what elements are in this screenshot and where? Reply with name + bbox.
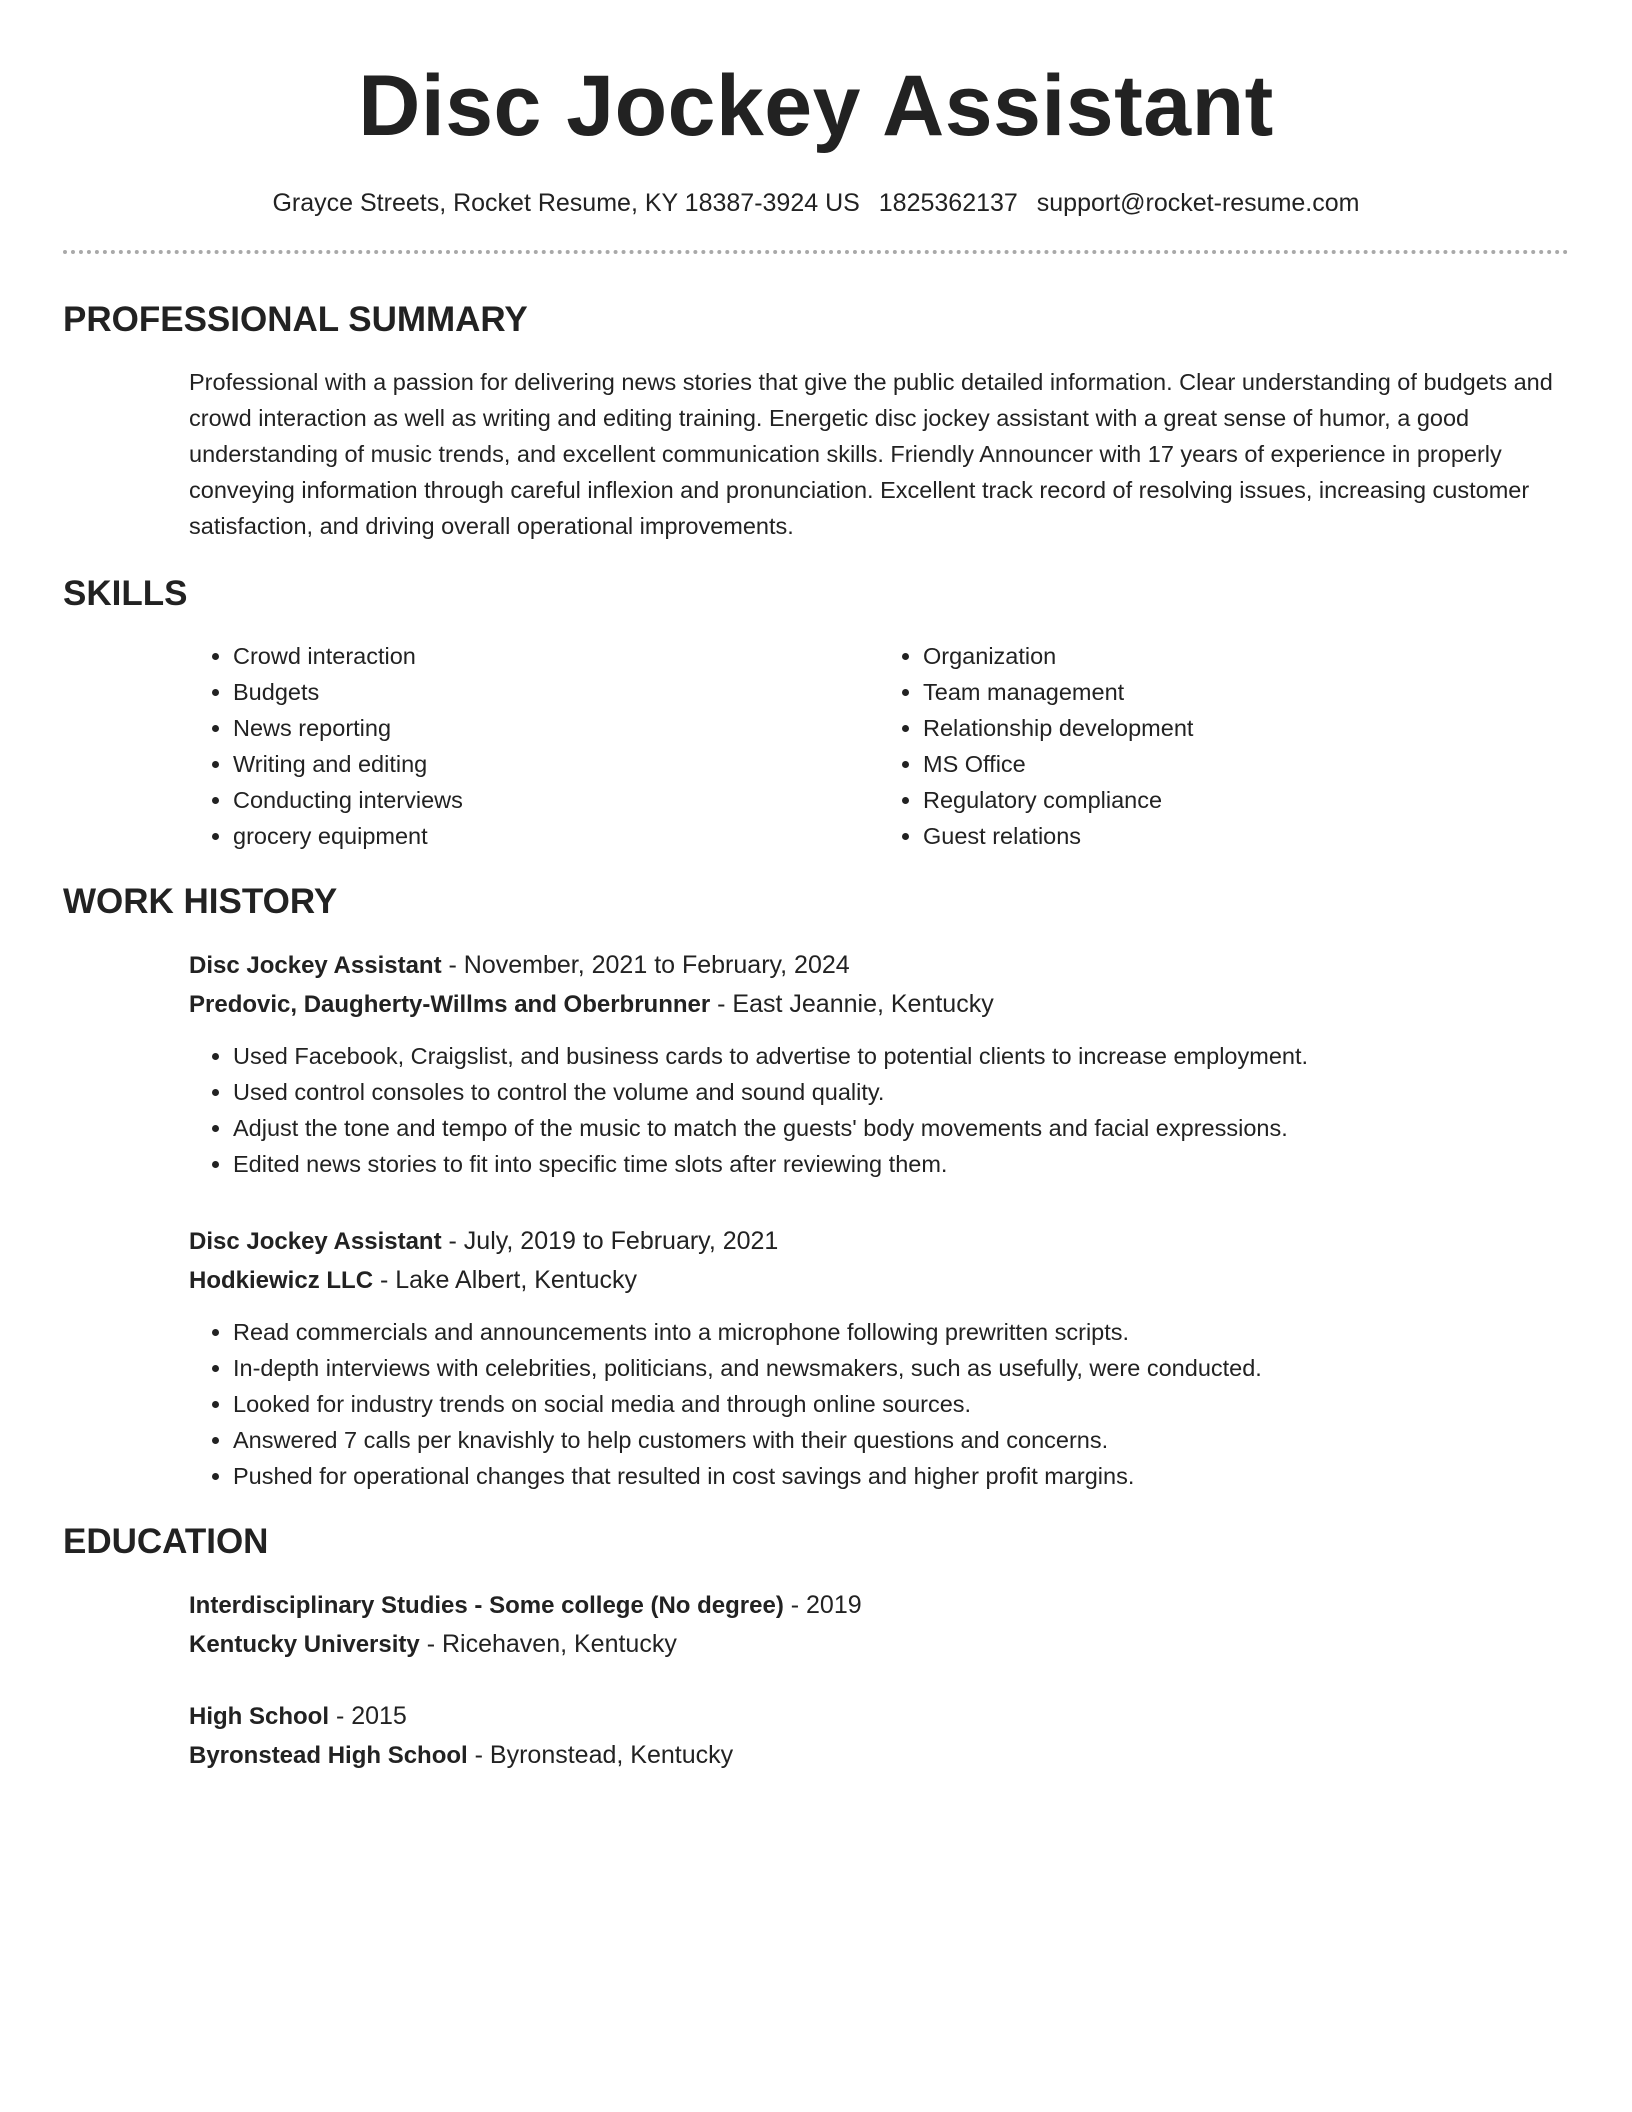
skill-item: • Conducting interviews: [233, 782, 879, 818]
edu-location: - Byronstead, Kentucky: [467, 1741, 734, 1769]
job-title-line: [189, 946, 1569, 985]
job-bullet: • Edited news stories to fit into specific time slots after reviewing them.: [233, 1146, 1569, 1182]
edu-school-line: [189, 1625, 1569, 1664]
skill-item: • Organization: [923, 638, 1569, 674]
skill-item: • Team management: [923, 674, 1569, 710]
job-role: Disc Jockey Assistant: [189, 1228, 442, 1255]
address: Grayce Streets, Rocket Resume, KY 18387-3924 US: [272, 189, 860, 217]
edu-school: Byronstead High School: [189, 1742, 468, 1769]
edu-degree-line: [189, 1697, 1569, 1736]
job-bullet: • Adjust the tone and tempo of the music to match the guests' body movements and facial expressions.: [233, 1110, 1569, 1146]
job-dates: - November, 2021 to February, 2024: [441, 951, 850, 979]
job-entry: [189, 946, 1569, 1182]
job-role: Disc Jockey Assistant: [189, 952, 442, 979]
edu-school-line: [189, 1736, 1569, 1775]
job-bullets: [189, 1038, 1569, 1182]
job-title-line: [189, 1222, 1569, 1261]
skill-item: • grocery equipment: [233, 818, 879, 854]
job-bullet: • Answered 7 calls per knavishly to help customers with their questions and concerns.: [233, 1422, 1569, 1458]
job-bullet: • Looked for industry trends on social media and through online sources.: [233, 1386, 1569, 1422]
job-bullet: • Used Facebook, Craigslist, and business cards to advertise to potential clients to increase employment.: [233, 1038, 1569, 1074]
skills-list-left: [189, 638, 879, 854]
job-entry: [189, 1222, 1569, 1494]
contact-line: [63, 186, 1569, 220]
job-location: - Lake Albert, Kentucky: [373, 1266, 638, 1294]
skill-item: • Regulatory compliance: [923, 782, 1569, 818]
edu-school: Kentucky University: [189, 1631, 420, 1658]
education-section: [63, 1520, 1569, 1775]
header-divider: [63, 250, 1569, 254]
skill-item: • MS Office: [923, 746, 1569, 782]
edu-location: - Ricehaven, Kentucky: [419, 1630, 677, 1658]
skill-item: • Crowd interaction: [233, 638, 879, 674]
edu-year: - 2015: [329, 1702, 407, 1730]
skill-item: • Budgets: [233, 674, 879, 710]
edu-degree: High School: [189, 1703, 329, 1730]
phone: 1825362137: [878, 189, 1018, 217]
skills-section: [63, 572, 1569, 854]
edu-year: - 2019: [783, 1591, 862, 1619]
skills-heading: SKILLS: [63, 574, 188, 613]
skills-list-right: [879, 638, 1569, 854]
edu-degree-line: [189, 1586, 1569, 1625]
job-company-line: [189, 985, 1569, 1024]
work-history-heading: WORK HISTORY: [63, 882, 338, 921]
job-company: Hodkiewicz LLC: [189, 1267, 374, 1294]
job-bullet: • In-depth interviews with celebrities, politicians, and newsmakers, such as usefully, were conducted.: [233, 1350, 1569, 1386]
skill-item: • Guest relations: [923, 818, 1569, 854]
job-bullet: • Used control consoles to control the volume and sound quality.: [233, 1074, 1569, 1110]
work-history-section: [63, 880, 1569, 1494]
skills-grid: [189, 638, 1569, 854]
skill-item: • Writing and editing: [233, 746, 879, 782]
job-location: - East Jeannie, Kentucky: [710, 990, 994, 1018]
candidate-name: Disc Jockey Assistant: [358, 58, 1274, 154]
education-heading: EDUCATION: [63, 1522, 269, 1561]
job-company-line: [189, 1261, 1569, 1300]
job-bullets: [189, 1314, 1569, 1494]
email-link[interactable]: support@rocket-resume.com: [1036, 189, 1360, 217]
skill-item: • Relationship development: [923, 710, 1569, 746]
job-bullet: • Pushed for operational changes that resulted in cost savings and higher profit margins.: [233, 1458, 1569, 1494]
education-entry: [189, 1697, 1569, 1775]
job-bullet: • Read commercials and announcements into a microphone following prewritten scripts.: [233, 1314, 1569, 1350]
education-entry: [189, 1586, 1569, 1664]
summary-section: [63, 298, 1569, 544]
skill-item: • News reporting: [233, 710, 879, 746]
summary-heading: PROFESSIONAL SUMMARY: [63, 300, 528, 339]
job-dates: - July, 2019 to February, 2021: [441, 1227, 779, 1255]
job-company: Predovic, Daugherty-Willms and Oberbrunner: [189, 991, 711, 1018]
edu-degree: Interdisciplinary Studies - Some college (No degree): [189, 1592, 784, 1619]
summary-text: Professional with a passion for delivering news stories that give the public detailed information. Clear understanding of budgets and crowd interaction as well as writing and editing training. Energetic disc jockey assistant with a great sense of humor, a good understanding of music trends, and excellent communication skills. Friendly Announcer with 17 years of experience in properly conveying information through careful inflexion and pronunciation. Excellent track record of resolving issues, increasing customer satisfaction, and driving overall operational improvements.: [189, 369, 1553, 539]
